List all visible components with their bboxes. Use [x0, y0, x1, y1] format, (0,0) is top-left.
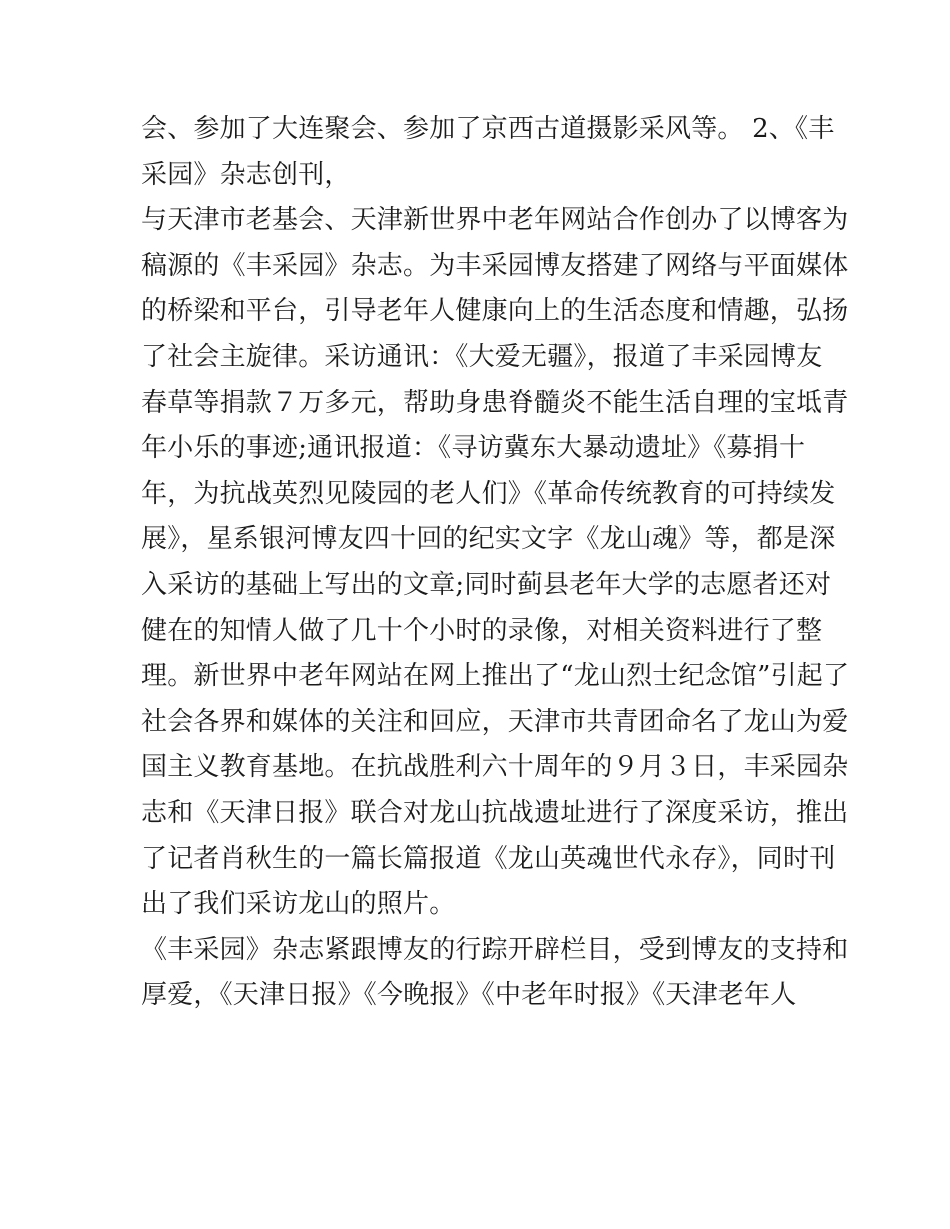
paragraph-3	[141, 928, 849, 1019]
text-line: 会、参加了大连聚会、参加了京西古道摄影采风等。 2、《丰	[141, 114, 835, 144]
text-line: 志和《天津日报》联合对龙山抗战遗址进行了深度采访，推出	[141, 797, 849, 828]
text-line: 健在的知情人做了几十个小时的录像，对相关资料进行了整	[141, 615, 823, 646]
text-line: 出了我们采访龙山的照片。	[141, 889, 456, 920]
text-line: 年，为抗战英烈见陵园的老人们》《革命传统教育的可持续发	[141, 478, 836, 509]
text-line: 国主义教育基地。在抗战胜利六十周年的９月３日，丰采园杂	[141, 752, 849, 783]
text-line: 了社会主旋律。采访通讯：《大爱无疆》，报道了丰采园博友	[141, 341, 823, 372]
text-line: 的桥梁和平台，引导老年人健康向上的生活态度和情趣，弘扬	[141, 296, 849, 327]
text-line: 社会各界和媒体的关注和回应，天津市共青团命名了龙山为爱	[141, 706, 849, 737]
text-line: 春草等捐款７万多元，帮助身患脊髓炎不能生活自理的宝坻青	[141, 387, 849, 418]
document-body	[141, 107, 850, 1019]
text-line: 与天津市老基会、天津新世界中老年网站合作创办了以博客为	[141, 205, 849, 236]
text-line: 理。新世界中老年网站在网上推出了“龙山烈士纪念馆”引起了	[141, 661, 850, 692]
paragraph-1	[141, 107, 835, 198]
text-line: 年小乐的事迹;通讯报道：《寻访冀东大暴动遗址》《募捐十	[141, 433, 806, 464]
text-line: 《丰采园》杂志紧跟博友的行踪开辟栏目，受到博友的支持和	[141, 934, 849, 965]
text-line: 稿源的《丰采园》杂志。为丰采园博友搭建了网络与平面媒体	[141, 250, 849, 281]
text-line: 入采访的基础上写出的文章;同时蓟县老年大学的志愿者还对	[141, 569, 832, 600]
text-line: 展》，星系银河博友四十回的纪实文字《龙山魂》等，都是深	[141, 524, 836, 555]
text-line: 了记者肖秋生的一篇长篇报道《龙山英魂世代永存》，同时刊	[141, 843, 836, 874]
text-line: 采园》杂志创刊，	[141, 159, 351, 190]
paragraph-2	[141, 198, 850, 928]
text-line: 厚爱，《天津日报》《今晚报》《中老年时报》《天津老年人	[141, 980, 797, 1011]
